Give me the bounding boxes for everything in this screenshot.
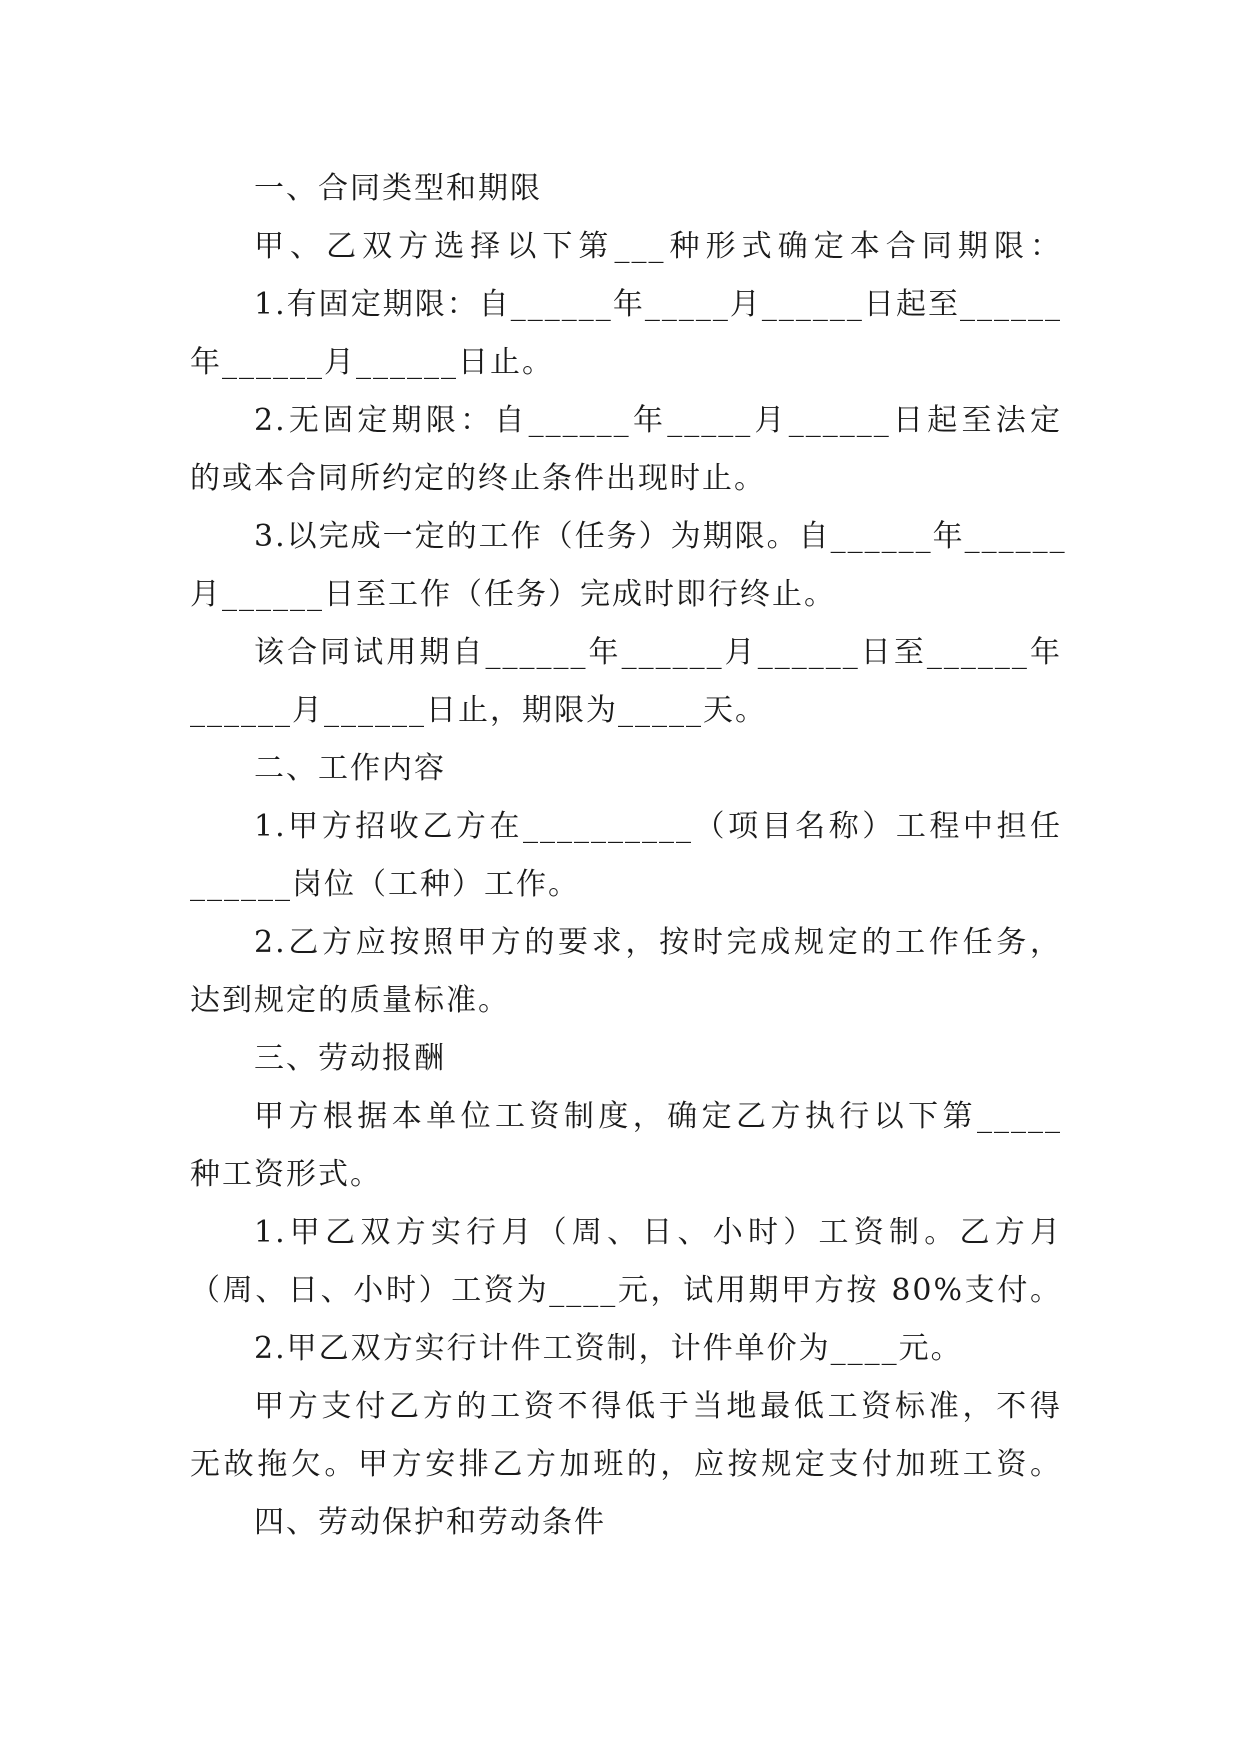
paragraph-line: 3.以完成一定的工作（任务）为期限。自______年______: [254, 519, 1067, 554]
paragraph-line: 该合同试用期自______年______月______日至______年: [254, 635, 1062, 670]
paragraph-line: 的或本合同所约定的终止条件出现时止。: [190, 461, 766, 496]
section-heading: 四、劳动保护和劳动条件: [254, 1505, 606, 1540]
section-heading: 三、劳动报酬: [254, 1041, 446, 1076]
paragraph-line: 年______月______日止。: [190, 345, 554, 380]
paragraph-line: 甲方根据本单位工资制度，确定乙方执行以下第_____: [254, 1099, 1062, 1134]
paragraph-line: 种工资形式。: [190, 1157, 382, 1192]
paragraph-line: 1.甲乙双方实行月（周、日、小时）工资制。乙方月: [254, 1215, 1062, 1250]
contract-body: [190, 160, 1067, 1552]
paragraph-line: 1.甲方招收乙方在__________（项目名称）工程中担任: [254, 809, 1062, 844]
paragraph-line: 2.无固定期限：自______年_____月______日起至法定: [254, 403, 1062, 438]
paragraph-line: （周、日、小时）工资为____元，试用期甲方按 80%支付。: [190, 1273, 1062, 1308]
paragraph-line: 2.甲乙双方实行计件工资制，计件单价为____元。: [254, 1331, 963, 1366]
paragraph-line: 1.有固定期限：自______年_____月______日起至______: [254, 287, 1062, 322]
section-heading: 二、工作内容: [254, 751, 446, 786]
section-heading: 一、合同类型和期限: [254, 171, 542, 206]
paragraph-line: 2.乙方应按照甲方的要求，按时完成规定的工作任务，: [254, 925, 1062, 960]
paragraph-line: 达到规定的质量标准。: [190, 983, 510, 1018]
paragraph-line: 甲、乙双方选择以下第___种形式确定本合同期限：: [254, 229, 1062, 264]
paragraph-line: 甲方支付乙方的工资不得低于当地最低工资标准，不得: [254, 1389, 1062, 1424]
paragraph-line: ______月______日止，期限为_____天。: [190, 693, 767, 728]
paragraph-line: 月______日至工作（任务）完成时即行终止。: [190, 577, 836, 612]
paragraph-line: 无故拖欠。甲方安排乙方加班的，应按规定支付加班工资。: [190, 1447, 1062, 1482]
paragraph-line: ______岗位（工种）工作。: [190, 867, 580, 902]
